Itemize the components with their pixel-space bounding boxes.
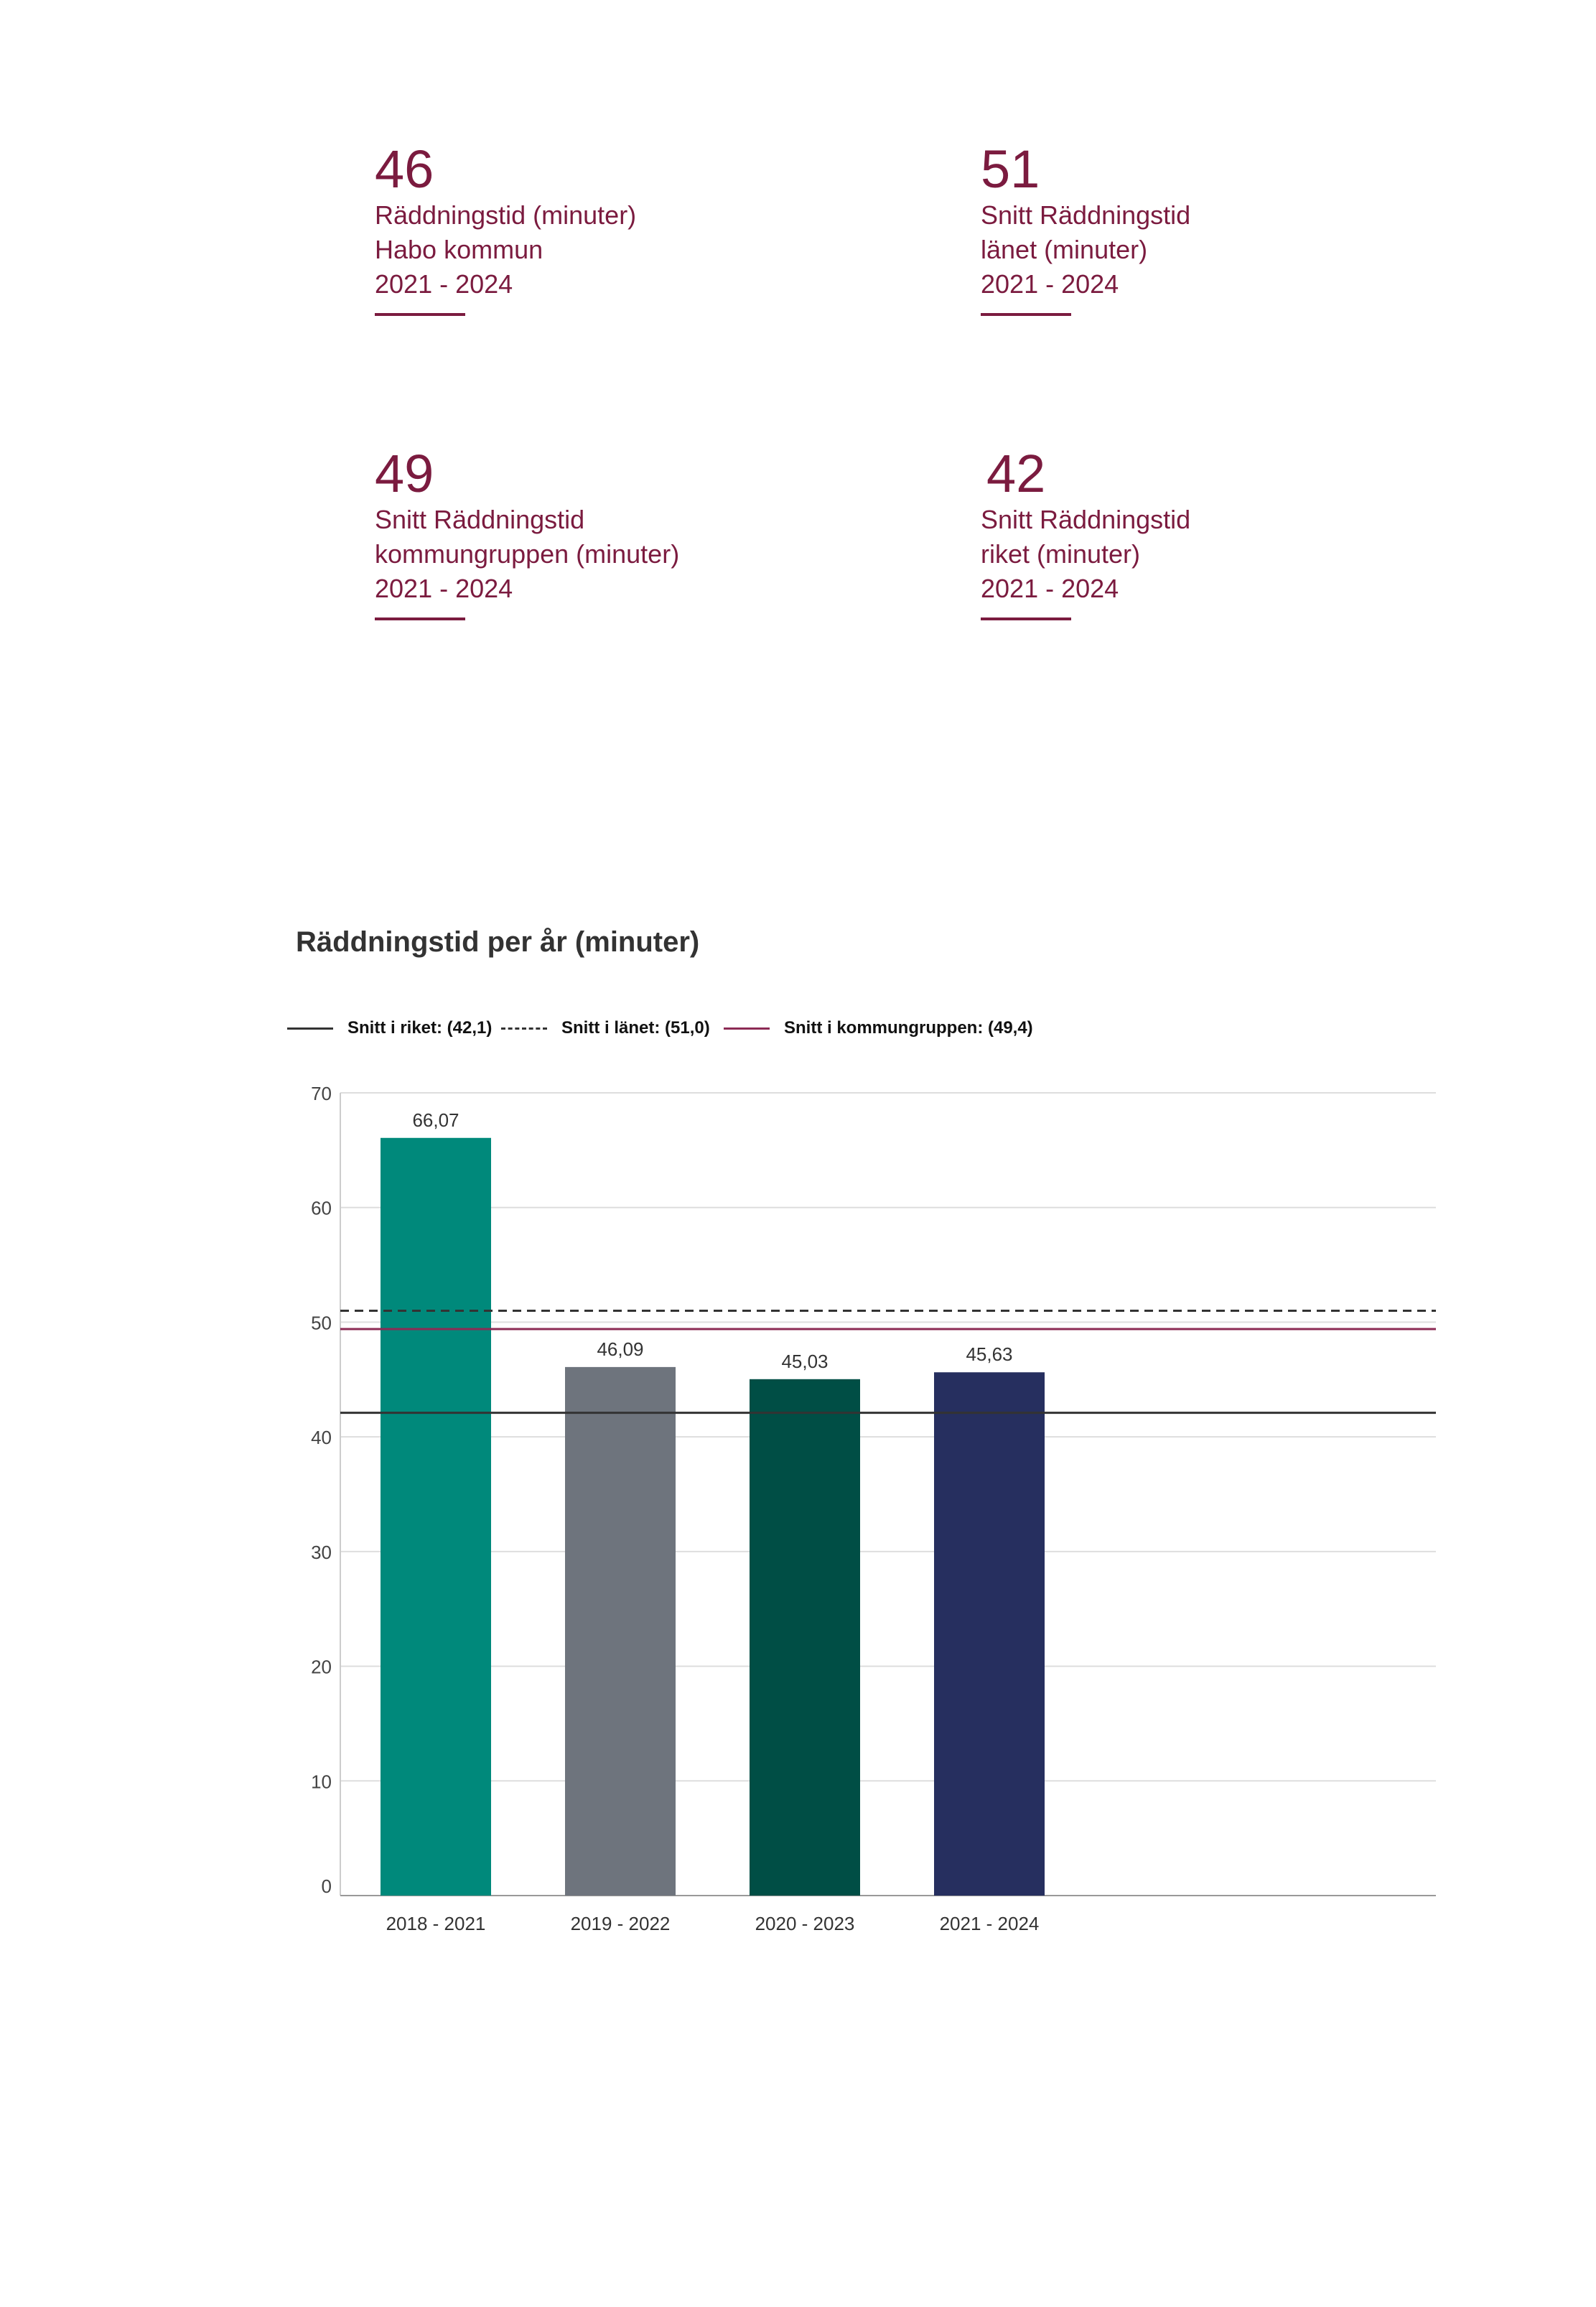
y-tick-label: 10 bbox=[311, 1771, 332, 1793]
legend-label: Snitt i riket: (42,1) bbox=[347, 1018, 493, 1038]
kpi-label-line: Snitt Räddningstid bbox=[981, 200, 1191, 230]
y-tick-label: 0 bbox=[321, 1875, 332, 1897]
y-tick-label: 20 bbox=[311, 1656, 332, 1678]
x-tick-label: 2018 - 2021 bbox=[386, 1913, 486, 1934]
x-tick-label: 2021 - 2024 bbox=[939, 1913, 1040, 1934]
kpi-label-line: länet (minuter) bbox=[981, 235, 1148, 264]
kpi-value: 51 bbox=[981, 139, 1040, 199]
bar bbox=[934, 1372, 1045, 1896]
y-tick-label: 60 bbox=[311, 1197, 332, 1219]
bar bbox=[750, 1379, 860, 1896]
x-tick-label: 2019 - 2022 bbox=[570, 1913, 671, 1934]
kpi-label-line: Räddningstid (minuter) bbox=[375, 200, 637, 230]
kpi-label-line: Snitt Räddningstid bbox=[375, 505, 585, 534]
kpi-label-line: 2021 - 2024 bbox=[981, 269, 1119, 299]
kpi-label-line: Habo kommun bbox=[375, 235, 543, 264]
kpi-label-line: Snitt Räddningstid bbox=[981, 505, 1191, 534]
kpi-label-line: kommungruppen (minuter) bbox=[375, 539, 680, 569]
kpi-label-line: riket (minuter) bbox=[981, 539, 1141, 569]
legend-label: Snitt i kommungruppen: (49,4) bbox=[784, 1018, 1033, 1038]
kpi-label-line: 2021 - 2024 bbox=[375, 269, 513, 299]
kpi-value: 42 bbox=[986, 444, 1046, 503]
y-tick-label: 30 bbox=[311, 1541, 332, 1563]
y-tick-label: 40 bbox=[311, 1427, 332, 1449]
y-tick-label: 70 bbox=[311, 1083, 332, 1104]
legend-label: Snitt i länet: (51,0) bbox=[561, 1018, 710, 1038]
chart-title: Räddningstid per år (minuter) bbox=[296, 926, 700, 958]
bar bbox=[565, 1367, 676, 1896]
data-label: 45,03 bbox=[781, 1350, 829, 1372]
kpi-label-line: 2021 - 2024 bbox=[375, 574, 513, 603]
data-label: 45,63 bbox=[966, 1343, 1013, 1366]
data-label: 66,07 bbox=[412, 1109, 459, 1131]
data-label: 46,09 bbox=[597, 1338, 644, 1360]
kpi-value: 46 bbox=[375, 139, 434, 199]
x-tick-label: 2020 - 2023 bbox=[755, 1913, 855, 1934]
bar bbox=[381, 1138, 491, 1896]
kpi-value: 49 bbox=[375, 444, 434, 503]
y-tick-label: 50 bbox=[311, 1312, 332, 1334]
kpi-label-line: 2021 - 2024 bbox=[981, 574, 1119, 603]
